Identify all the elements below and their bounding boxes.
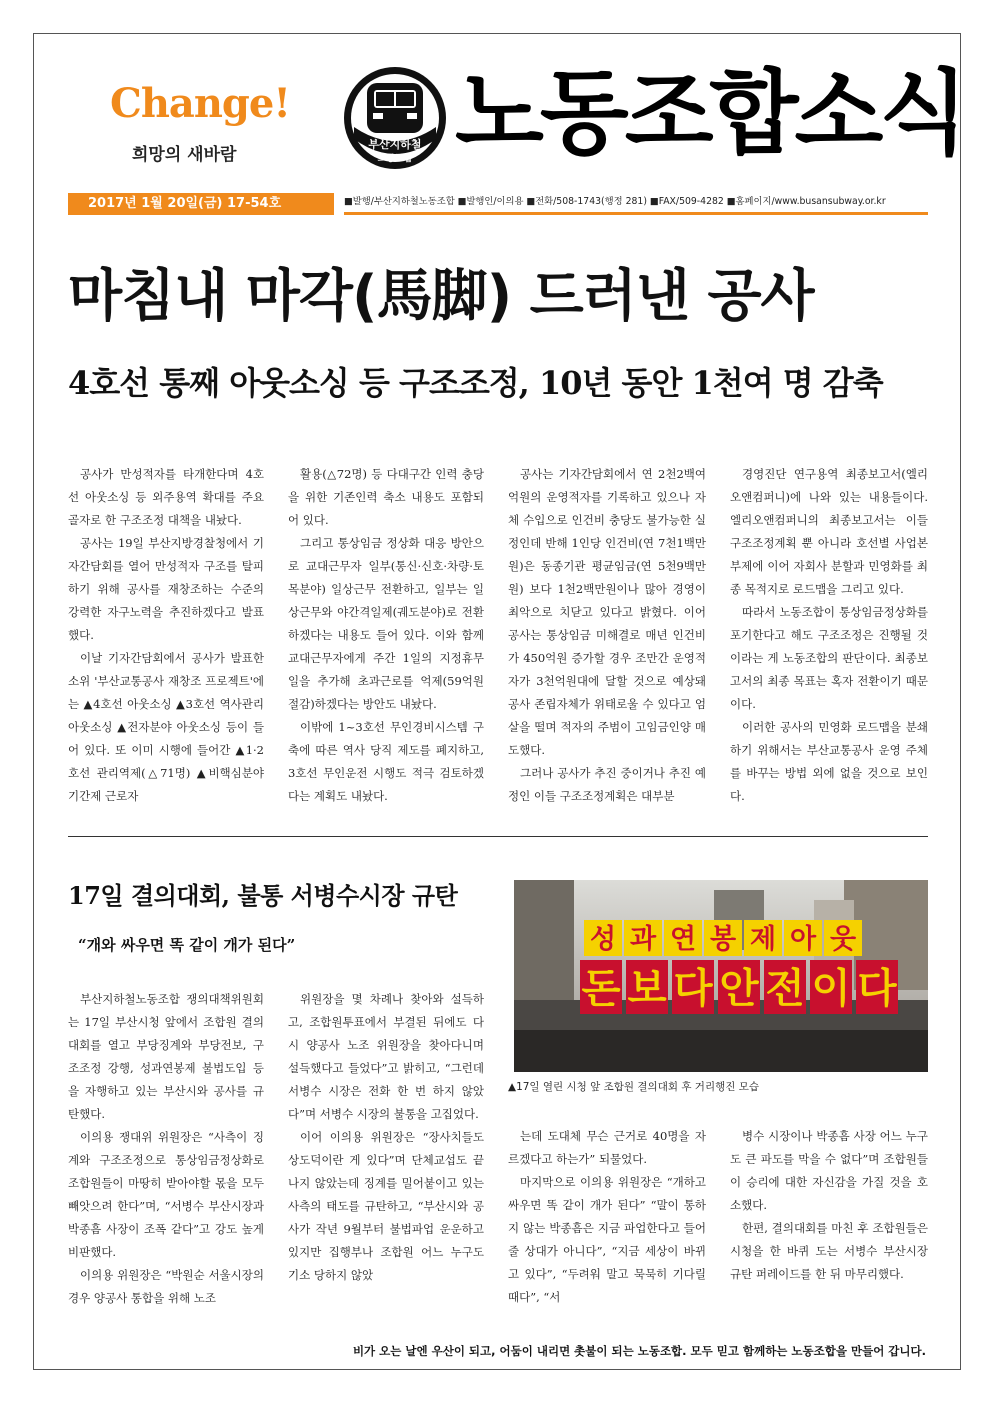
issue-date: 2017년 1월 20일(금) 17-54호 [68, 193, 334, 215]
protest-sign-char: 안 [719, 964, 759, 1013]
paragraph: 이의용 쟁대위 위원장은 “사측이 징계와 구조조정으로 통상임금정상화로 조합원들이 마땅히 받아야할 몫을 모두 빼앗으려 한다”며, “서병수 부산시장과 박종흠 사장이 조폭 같다”고 강도 높게 비판했다. [68, 1130, 264, 1259]
paragraph: 이러한 공사의 민영화 로드맵을 분쇄하기 위해서는 부산교통공사 운영 주체를 바꾸는 방법 외에 없을 것으로 보인다. [730, 720, 928, 803]
protest-sign-char: 이 [811, 964, 851, 1013]
protest-sign-char: 보 [627, 964, 667, 1013]
protest-sign-char: 성 [589, 924, 617, 956]
paragraph: 이밖에 1~3호선 무인경비시스템 구축에 따른 역사 당직 제도를 폐지하고, 3호선 무인운전 시행도 적극 검토하겠다는 계획도 내놨다. [288, 720, 484, 803]
main-subheadline: 4호선 통째 아웃소싱 등 구조조정, 10년 동안 1천여 명 감축 [68, 364, 883, 402]
article2-column-4 [730, 1125, 928, 1325]
svg-text:부산지하철: 부산지하철 [368, 138, 422, 151]
article2-column-2 [288, 988, 484, 1328]
paragraph: 그러나 공사가 추진 중이거나 추진 예정인 이들 구조조정계획은 대부분 [508, 766, 706, 803]
section-divider [68, 836, 928, 837]
change-brand: Change! [110, 80, 290, 127]
paragraph: 이의용 위원장은 “박원순 서울시장의 경우 양공사 통합을 위해 노조 [68, 1268, 264, 1305]
main-headline: 마침내 마각(馬脚) 드러낸 공사 [68, 264, 814, 329]
paragraph: 병수 시장이나 박종흠 사장 어느 누구도 큰 파도를 막을 수 없다”며 조합원들이 승리에 대한 자신감을 가질 것을 호소했다. [730, 1129, 928, 1212]
article2-quote: “개와 싸우면 똑 같이 개가 된다” [78, 936, 296, 954]
paragraph: 위원장을 몇 차례나 찾아와 설득하고, 조합원투표에서 부결된 뒤에도 다시 양공사 노조 위원장을 찾아다니며 설득했다고 들었다”고 밝히고, “그런데 서병수 시장은 전화 한 번 하지 않았다”며 서병수 시장의 불통을 고집었다. [288, 992, 484, 1121]
paragraph: 활용(△72명) 등 다대구간 인력 충당을 위한 기존인력 축소 내용도 포함되어 있다. [288, 467, 484, 527]
paragraph: 따라서 노동조합이 통상임금정상화를 포기한다고 해도 구조조정은 진행될 것이라는 게 노동조합의 판단이다. 최종보고서의 최종 목표는 혹자 전환이기 때문이다. [730, 605, 928, 711]
svg-text:노동조합: 노동조합 [377, 154, 413, 164]
info-bar [68, 193, 928, 215]
paragraph: 공사가 만성적자를 타개한다며 4호선 아웃소싱 등 외주용역 확대를 주요 골자로 한 구조조정 대책을 내놨다. [68, 467, 264, 527]
article1-column-3 [508, 463, 706, 833]
paragraph: 한편, 결의대회를 마친 후 조합원들은 시청을 한 바퀴 도는 서병수 부산시장 규탄 퍼레이드를 한 뒤 마무리했다. [730, 1221, 928, 1281]
publisher-info: ■발행/부산지하철노동조합 ■발행인/이의용 ■전화/508-1743(행정 281) ■FAX/509-4282 ■홈페이지/www.busansubway.or.kr [344, 193, 928, 215]
footer-motto: 비가 오는 날엔 우산이 되고, 어둠이 내리면 촛불이 되는 노동조합. 모두 믿고 함께하는 노동조합을 만들어 갑니다. [352, 1344, 926, 1358]
paragraph: 는데 도대체 무슨 근거로 40명을 자르겠다고 하는가” 되물었다. [508, 1129, 706, 1166]
article1-column-2 [288, 463, 484, 833]
article2-column-3 [508, 1125, 706, 1325]
paper-title: 노동조합소식 [455, 59, 965, 167]
paragraph: 부산지하철노동조합 쟁의대책위원회는 17일 부산시청 앞에서 조합원 결의대회를 열고 부당징계와 부당전보, 구조조정 강행, 성과연봉제 불법도입 등을 자행하고 있는 부산시와 공사를 규탄했다. [68, 992, 264, 1121]
photo-caption: ▲17일 열린 시청 앞 조합원 결의대회 후 거리행진 모습 [508, 1081, 759, 1093]
article1-column-1 [68, 463, 264, 833]
protest-sign-char: 아 [789, 924, 817, 956]
union-logo [342, 65, 448, 171]
rally-photo [514, 880, 928, 1072]
protest-sign-char: 웃 [829, 924, 857, 956]
protest-sign-char: 과 [629, 924, 657, 956]
protest-sign-char: 연 [669, 924, 697, 956]
paragraph: 공사는 기자간담회에서 연 2천2백여억원의 운영적자를 기록하고 있으나 자체 수입으로 인건비 충당도 불가능한 실정인데 반해 1인당 인건비(연 7천1백만원)은 동종기관 평균임금(연 5천9백만원) 보다 1천2백만원이나 많아 경영이 최악으로 치닫고 있다고 밝혔다. 이어 공사는 통상임금 미해결로 매년 인건비가 450억원 증가할 경우 조만간 운영적자가 3천억원대에 달할 것으로 예상돼 공사 존립자체가 위태로울 수 있다고 엄살을 떨며 적자의 주범이 고임금인양 매도했다. [508, 467, 706, 757]
protest-sign-char: 전 [765, 964, 805, 1013]
article2-column-1 [68, 988, 264, 1328]
protest-sign-char: 다 [673, 964, 713, 1013]
protest-sign-char: 봉 [709, 924, 737, 956]
paragraph: 이어 이의용 위원장은 “장사치들도 상도덕이란 게 있다”며 단체교섭도 끝나지 않았는데 징계를 밀어붙이고 있는 사측의 태도를 규탄하고, “부산시와 공사가 작년 9월부터 불법파업 운운하고 있지만 집행부나 조합원 어느 누구도 기소 당하지 않았 [288, 1130, 484, 1282]
protest-sign-char: 돈 [581, 964, 621, 1013]
paragraph: 그리고 통상임금 정상화 대응 방안으로 교대근무자 일부(통신·신호·차량·토목분야) 일상근무 전환하고, 일부는 일상근무와 야간격일제(궤도분야)로 전환하겠다는 내용도 들어 있다. 이와 함께 교대근무자에게 주간 1일의 지정휴무일을 추가해 초과근로를 억제(59억원 절감)하겠다는 방안도 내놨다. [288, 536, 484, 711]
paragraph: 공사는 19일 부산지방경찰청에서 기자간담회를 열어 만성적자 구조를 탈피하기 위해 공사를 재창조하는 수준의 강력한 자구노력을 추진하겠다고 발표했다. [68, 536, 264, 642]
protest-sign-char: 제 [749, 924, 777, 956]
protest-sign-char: 다 [857, 964, 897, 1013]
article1-column-4 [730, 463, 928, 833]
article2-headline: 17일 결의대회, 불통 서병수시장 규탄 [68, 881, 458, 910]
paragraph: 마지막으로 이의용 위원장은 “개하고 싸우면 똑 같이 개가 된다” “말이 통하지 않는 박종흠은 지금 파업한다고 들어줄 상대가 아니다”, “지금 세상이 바뀌고 있다”, “두려워 말고 묵묵히 기다릴 때다”, “서 [508, 1175, 706, 1304]
paragraph: 이날 기자간담회에서 공사가 발표한 소위 '부산교통공사 재창조 프로젝트'에는 ▲4호선 아웃소싱 ▲3호선 역사관리 아웃소싱 ▲전자분야 아웃소싱 등이 들어 있다. 또 이미 시행에 들어간 ▲1·2호선 관리역제(△71명) ▲비핵심분야 기간제 근로자 [68, 651, 264, 803]
slogan: 희망의 새바람 [132, 145, 237, 165]
paragraph: 경영진단 연구용역 최종보고서(엘리오앤컴퍼니)에 나와 있는 내용들이다. 엘리오앤컴퍼니의 최종보고서는 이들 구조조정계획 뿐 아니라 호선별 사업본부제에 이어 자회사 분할과 민영화를 최종 목적지로 로드맵을 그리고 있다. [730, 467, 928, 596]
